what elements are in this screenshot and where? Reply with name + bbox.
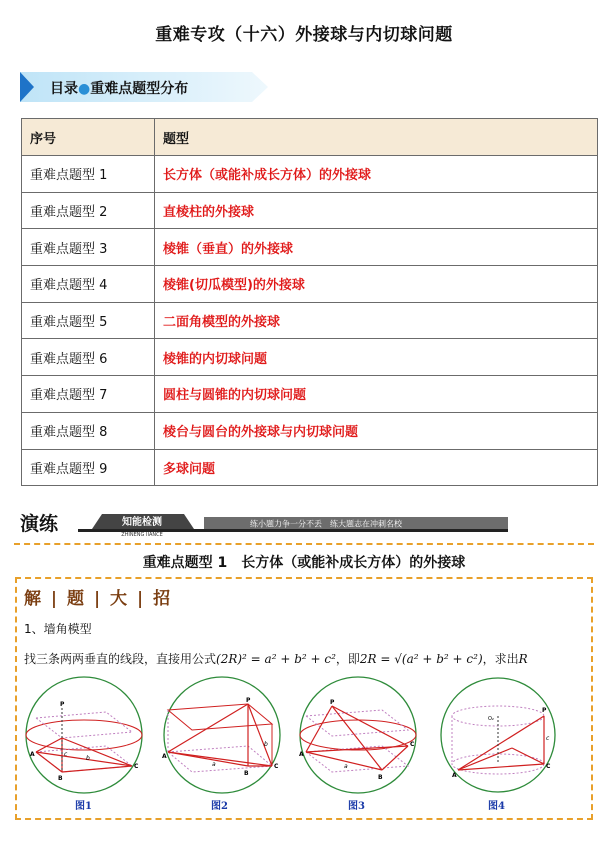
table-row [22,266,598,303]
toc-banner [20,72,268,102]
row-index: 重难点题型 8 [22,412,155,449]
figure-4-caption: 图4 [488,801,505,812]
svg-text:A: A [299,751,304,758]
svg-text:B: B [58,775,63,782]
toc-label: 目录 [50,81,78,97]
row-topic: 多球问题 [155,449,598,486]
figure-4-sphere [440,676,564,794]
svg-text:B: B [378,774,383,781]
row-index: 重难点题型 9 [22,449,155,486]
figure-3-caption: 图3 [348,801,365,812]
table-row [22,156,598,193]
row-index: 重难点题型 3 [22,229,155,266]
svg-text:A: A [452,772,457,779]
topic-table [21,118,598,486]
toc-heading [50,78,188,98]
method-label: 解 | 题 | 大 | 招 [24,589,173,609]
svg-text:a: a [344,763,348,770]
row-index: 重难点题型 6 [22,339,155,376]
table-row [22,229,598,266]
section-divider [14,543,594,545]
row-topic: 棱锥（垂直）的外接球 [155,229,598,266]
svg-text:P: P [542,707,547,714]
svg-text:P: P [246,697,251,704]
table-row [22,339,598,376]
badge-text: 知能检测 [122,517,162,528]
svg-text:a: a [212,761,216,768]
table-header-row [22,119,598,156]
svg-text:O₂: O₂ [488,716,494,722]
row-topic: 棱锥的内切球问题 [155,339,598,376]
toc-subtitle: 重难点题型分布 [90,81,189,97]
header-index: 序号 [22,119,155,156]
svg-text:P: P [330,699,335,706]
figure-2-sphere [160,676,284,794]
svg-text:C: C [410,741,415,748]
page-title: 重难专攻（十六）外接球与内切球问题 [155,25,453,45]
row-index: 重难点题型 7 [22,376,155,413]
formula-mid: ，即 [335,652,360,666]
practice-title: 演练 [20,513,59,535]
header-topic: 题型 [155,119,598,156]
table-row [22,302,598,339]
row-index: 重难点题型 4 [22,266,155,303]
row-index: 重难点题型 5 [22,302,155,339]
formula-2: 2R = √(a² + b² + c²) [359,652,483,666]
figure-3-sphere [296,676,420,794]
section-title: 重难点题型 1 长方体（或能补成长方体）的外接球 [142,555,466,571]
formula-line [24,650,528,667]
svg-text:A: A [162,753,167,760]
table-row [22,412,598,449]
bullet-dot-icon: ● [78,81,91,97]
svg-text:b: b [264,741,268,748]
row-topic: 棱台与圆台的外接球与内切球问题 [155,412,598,449]
svg-text:C: C [546,763,551,770]
svg-text:c: c [64,751,68,758]
figure-2-caption: 图2 [211,801,228,812]
table-row [22,192,598,229]
item-wall-corner-model: 1、墙角模型 [24,622,92,636]
svg-text:C: C [134,763,139,770]
svg-text:b: b [86,755,90,762]
svg-text:c: c [546,735,550,742]
table-row [22,376,598,413]
row-topic: 直棱柱的外接球 [155,192,598,229]
svg-text:B: B [244,770,249,777]
row-topic: 圆柱与圆锥的内切球问题 [155,376,598,413]
formula-1: (2R)² = a² + b² + c² [216,652,336,666]
svg-text:C: C [274,763,279,770]
row-topic: 二面角模型的外接球 [155,302,598,339]
banner-slogan: 练小题力争一分不丢 练大题志在冲刺名校 [250,519,402,529]
figure-1-caption: 图1 [75,801,92,812]
figure-1-sphere [22,676,146,794]
row-index: 重难点题型 2 [22,192,155,229]
row-topic: 棱锥(切瓜模型)的外接球 [155,266,598,303]
row-topic: 长方体（或能补成长方体）的外接球 [155,156,598,193]
formula-var: R [518,652,528,666]
table-row [22,449,598,486]
practice-banner [18,512,508,536]
svg-text:P: P [60,701,65,708]
formula-prefix: 找三条两两垂直的线段，直接用公式 [24,652,217,666]
badge-pinyin: ZHINENG JIANCE [121,532,163,536]
svg-text:A: A [30,751,35,758]
row-index: 重难点题型 1 [22,156,155,193]
formula-post: ，求出 [482,652,519,666]
